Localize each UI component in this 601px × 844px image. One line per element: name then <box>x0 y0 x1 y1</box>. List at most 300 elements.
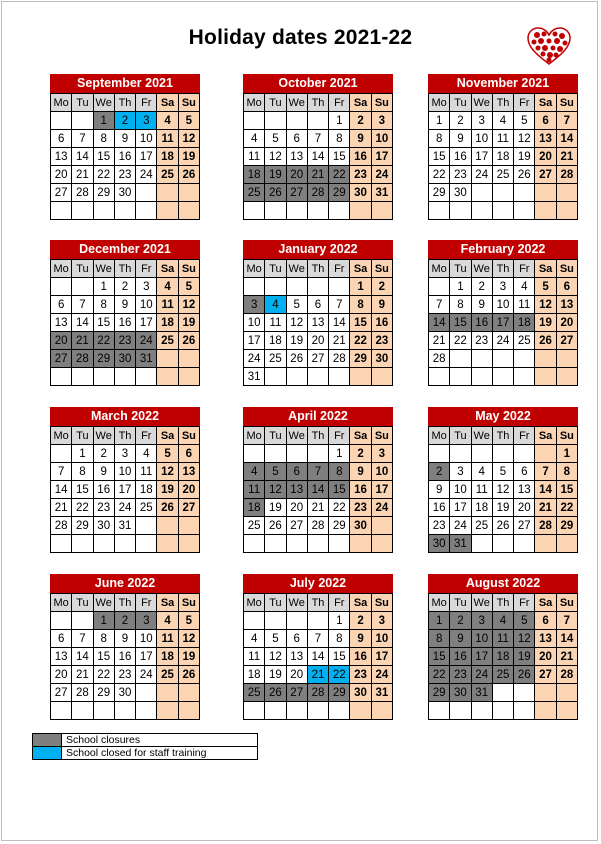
day-header: Su <box>178 427 199 445</box>
day-cell: 16 <box>350 148 371 166</box>
day-header: Tu <box>265 594 286 612</box>
day-cell <box>286 368 307 386</box>
day-header: Su <box>178 94 199 112</box>
day-cell: 6 <box>535 112 556 130</box>
day-cell: 14 <box>307 648 328 666</box>
day-cell <box>244 612 265 630</box>
day-cell <box>429 202 450 220</box>
day-header: Su <box>556 94 577 112</box>
day-cell: 16 <box>114 648 135 666</box>
month-calendar <box>243 240 393 386</box>
week-row <box>429 702 578 720</box>
day-cell <box>157 684 178 702</box>
day-cell: 21 <box>307 499 328 517</box>
day-cell: 29 <box>72 517 93 535</box>
day-header: We <box>286 427 307 445</box>
day-cell: 28 <box>72 184 93 202</box>
day-header-row <box>429 594 578 612</box>
day-cell: 10 <box>450 481 471 499</box>
month-table <box>50 593 200 720</box>
day-header: Su <box>556 427 577 445</box>
day-cell: 26 <box>265 184 286 202</box>
day-header: Mo <box>51 594 72 612</box>
day-cell <box>450 702 471 720</box>
day-cell: 17 <box>371 481 392 499</box>
month-calendar <box>243 574 393 720</box>
week-row <box>429 517 578 535</box>
day-cell <box>514 368 535 386</box>
day-cell: 3 <box>371 612 392 630</box>
day-cell: 24 <box>114 499 135 517</box>
day-cell <box>535 202 556 220</box>
day-cell: 19 <box>535 314 556 332</box>
day-header: We <box>93 260 114 278</box>
day-cell <box>535 535 556 553</box>
day-cell: 9 <box>350 130 371 148</box>
day-cell: 14 <box>429 314 450 332</box>
day-cell <box>72 368 93 386</box>
week-row <box>429 368 578 386</box>
day-cell <box>178 535 199 553</box>
month-table <box>50 426 200 553</box>
day-cell <box>265 112 286 130</box>
month-table <box>50 259 200 386</box>
day-cell <box>535 350 556 368</box>
day-cell: 18 <box>471 499 492 517</box>
week-row <box>244 517 393 535</box>
day-cell <box>471 702 492 720</box>
day-cell: 19 <box>492 499 513 517</box>
day-cell: 7 <box>429 296 450 314</box>
day-cell: 19 <box>265 166 286 184</box>
day-cell: 16 <box>114 314 135 332</box>
month-title: July 2022 <box>243 574 393 593</box>
day-cell: 21 <box>329 332 350 350</box>
day-cell <box>329 535 350 553</box>
legend-row-closures <box>33 734 258 747</box>
week-row <box>429 314 578 332</box>
legend-row-training <box>33 747 258 760</box>
day-header: We <box>286 94 307 112</box>
day-cell: 3 <box>450 463 471 481</box>
day-cell: 3 <box>471 112 492 130</box>
day-cell: 27 <box>51 350 72 368</box>
day-cell: 14 <box>535 481 556 499</box>
day-cell: 5 <box>265 130 286 148</box>
day-cell: 3 <box>136 612 157 630</box>
day-cell: 4 <box>492 612 513 630</box>
day-cell: 2 <box>450 112 471 130</box>
day-cell: 9 <box>429 481 450 499</box>
day-cell <box>307 112 328 130</box>
day-cell: 28 <box>307 184 328 202</box>
day-cell: 7 <box>307 463 328 481</box>
day-cell: 27 <box>556 332 577 350</box>
day-header: Su <box>371 594 392 612</box>
day-cell: 2 <box>114 278 135 296</box>
day-cell: 24 <box>492 332 513 350</box>
month-table <box>243 593 393 720</box>
day-cell: 23 <box>93 499 114 517</box>
day-header: Fr <box>329 427 350 445</box>
week-row <box>51 166 200 184</box>
month-calendar <box>243 74 393 220</box>
day-cell: 8 <box>429 130 450 148</box>
day-header: Fr <box>136 427 157 445</box>
day-cell: 16 <box>450 148 471 166</box>
day-header: Sa <box>157 260 178 278</box>
day-cell: 12 <box>286 314 307 332</box>
week-row <box>429 202 578 220</box>
day-cell: 8 <box>556 463 577 481</box>
week-row <box>51 112 200 130</box>
day-cell: 13 <box>286 648 307 666</box>
day-cell: 28 <box>329 350 350 368</box>
day-cell: 11 <box>136 463 157 481</box>
day-cell <box>471 202 492 220</box>
day-cell: 5 <box>265 630 286 648</box>
day-cell: 30 <box>93 517 114 535</box>
day-cell <box>72 535 93 553</box>
day-cell <box>450 202 471 220</box>
month-calendar <box>428 574 578 720</box>
day-cell: 26 <box>514 166 535 184</box>
day-cell: 12 <box>492 481 513 499</box>
day-cell: 28 <box>307 684 328 702</box>
month-calendar <box>428 407 578 553</box>
week-row <box>51 130 200 148</box>
day-cell: 27 <box>178 499 199 517</box>
day-cell <box>350 202 371 220</box>
day-cell: 21 <box>535 499 556 517</box>
day-cell: 20 <box>286 499 307 517</box>
day-cell: 18 <box>157 314 178 332</box>
day-cell: 15 <box>93 148 114 166</box>
day-cell: 9 <box>371 296 392 314</box>
day-cell: 12 <box>265 648 286 666</box>
day-cell <box>307 612 328 630</box>
day-cell: 22 <box>429 666 450 684</box>
day-cell: 15 <box>93 314 114 332</box>
day-header: Fr <box>514 427 535 445</box>
day-cell: 20 <box>514 499 535 517</box>
day-cell <box>244 278 265 296</box>
day-cell <box>51 702 72 720</box>
day-cell: 24 <box>471 666 492 684</box>
day-header: We <box>471 427 492 445</box>
day-cell: 31 <box>471 684 492 702</box>
day-cell: 23 <box>471 332 492 350</box>
day-header: We <box>93 594 114 612</box>
day-cell: 4 <box>157 112 178 130</box>
day-cell <box>471 184 492 202</box>
day-cell: 27 <box>307 350 328 368</box>
week-row <box>244 202 393 220</box>
day-header: Fr <box>329 94 350 112</box>
week-row <box>429 648 578 666</box>
day-cell: 18 <box>514 314 535 332</box>
day-cell <box>307 445 328 463</box>
day-header: Th <box>307 594 328 612</box>
day-cell <box>72 702 93 720</box>
week-row <box>429 463 578 481</box>
day-cell: 28 <box>556 666 577 684</box>
day-header: We <box>471 94 492 112</box>
day-cell: 22 <box>93 166 114 184</box>
day-header: Sa <box>535 94 556 112</box>
week-row <box>51 684 200 702</box>
day-cell <box>265 702 286 720</box>
day-cell: 12 <box>514 130 535 148</box>
day-cell: 11 <box>244 148 265 166</box>
day-cell: 6 <box>286 630 307 648</box>
day-cell: 15 <box>350 314 371 332</box>
day-header: Fr <box>514 594 535 612</box>
day-cell: 21 <box>72 166 93 184</box>
day-header: Th <box>492 427 513 445</box>
day-cell <box>244 702 265 720</box>
day-cell <box>136 702 157 720</box>
day-cell: 13 <box>514 481 535 499</box>
day-header: Fr <box>136 260 157 278</box>
day-cell: 20 <box>535 148 556 166</box>
day-cell: 3 <box>371 445 392 463</box>
day-cell <box>157 350 178 368</box>
day-cell <box>329 368 350 386</box>
day-cell: 30 <box>114 184 135 202</box>
day-cell: 10 <box>114 463 135 481</box>
day-cell <box>114 702 135 720</box>
day-cell: 4 <box>244 130 265 148</box>
week-row <box>51 148 200 166</box>
month-title: June 2022 <box>50 574 200 593</box>
day-cell <box>535 184 556 202</box>
day-cell <box>371 202 392 220</box>
day-cell <box>350 535 371 553</box>
day-cell: 4 <box>244 630 265 648</box>
day-cell <box>265 535 286 553</box>
month-table <box>50 93 200 220</box>
day-header: Mo <box>51 94 72 112</box>
day-cell: 30 <box>429 535 450 553</box>
day-cell: 8 <box>329 630 350 648</box>
day-cell: 21 <box>556 148 577 166</box>
day-cell: 11 <box>514 296 535 314</box>
day-cell <box>51 112 72 130</box>
day-cell: 25 <box>244 184 265 202</box>
day-cell <box>450 368 471 386</box>
week-row <box>429 184 578 202</box>
day-cell: 6 <box>178 445 199 463</box>
day-header: Mo <box>244 94 265 112</box>
day-cell <box>114 202 135 220</box>
day-cell: 24 <box>136 666 157 684</box>
day-cell: 26 <box>178 666 199 684</box>
day-cell <box>244 202 265 220</box>
day-cell <box>514 184 535 202</box>
day-cell <box>429 702 450 720</box>
week-row <box>51 202 200 220</box>
day-cell: 13 <box>178 463 199 481</box>
day-cell <box>307 535 328 553</box>
day-cell: 26 <box>157 499 178 517</box>
day-cell: 12 <box>265 481 286 499</box>
week-row <box>244 648 393 666</box>
day-cell: 8 <box>450 296 471 314</box>
day-cell <box>114 535 135 553</box>
day-cell <box>350 702 371 720</box>
week-row <box>244 332 393 350</box>
month-title: February 2022 <box>428 240 578 259</box>
day-cell <box>556 202 577 220</box>
day-cell: 24 <box>136 166 157 184</box>
day-cell: 26 <box>492 517 513 535</box>
day-cell: 13 <box>286 481 307 499</box>
day-cell <box>307 368 328 386</box>
day-cell: 27 <box>535 166 556 184</box>
day-cell: 21 <box>556 648 577 666</box>
day-cell: 14 <box>307 481 328 499</box>
day-cell: 9 <box>114 130 135 148</box>
month-calendar <box>243 407 393 553</box>
day-header: Th <box>492 260 513 278</box>
month-calendar <box>50 240 200 386</box>
day-cell: 6 <box>51 630 72 648</box>
day-header: Su <box>556 260 577 278</box>
day-cell: 14 <box>51 481 72 499</box>
day-header: Tu <box>450 594 471 612</box>
month-calendar <box>428 74 578 220</box>
day-header: Mo <box>429 427 450 445</box>
week-row <box>244 296 393 314</box>
day-cell: 25 <box>157 332 178 350</box>
day-cell: 4 <box>136 445 157 463</box>
day-cell: 24 <box>371 499 392 517</box>
day-header: Th <box>307 427 328 445</box>
day-cell: 16 <box>350 648 371 666</box>
day-header: Mo <box>244 594 265 612</box>
day-cell <box>157 202 178 220</box>
day-cell <box>371 702 392 720</box>
day-cell: 29 <box>329 517 350 535</box>
day-cell: 16 <box>93 481 114 499</box>
day-cell: 4 <box>157 612 178 630</box>
day-header: Mo <box>51 427 72 445</box>
day-cell: 30 <box>350 184 371 202</box>
day-cell <box>178 517 199 535</box>
day-cell: 17 <box>471 648 492 666</box>
day-cell: 7 <box>72 130 93 148</box>
day-cell: 11 <box>492 130 513 148</box>
day-cell: 21 <box>307 666 328 684</box>
day-cell: 27 <box>286 184 307 202</box>
week-row <box>244 612 393 630</box>
day-cell <box>51 202 72 220</box>
day-cell: 1 <box>93 612 114 630</box>
week-row <box>429 130 578 148</box>
day-cell: 10 <box>371 463 392 481</box>
day-cell: 19 <box>265 666 286 684</box>
day-cell <box>265 445 286 463</box>
day-cell: 5 <box>492 463 513 481</box>
day-cell <box>178 202 199 220</box>
day-cell <box>286 702 307 720</box>
day-cell: 6 <box>51 130 72 148</box>
day-cell: 26 <box>265 517 286 535</box>
week-row <box>244 702 393 720</box>
day-cell: 12 <box>157 463 178 481</box>
week-row <box>51 278 200 296</box>
day-header-row <box>429 94 578 112</box>
day-cell: 30 <box>350 684 371 702</box>
day-cell: 3 <box>471 612 492 630</box>
day-cell: 21 <box>429 332 450 350</box>
day-cell: 19 <box>514 648 535 666</box>
day-cell: 15 <box>329 148 350 166</box>
week-row <box>51 314 200 332</box>
day-header: Th <box>307 260 328 278</box>
day-cell <box>556 702 577 720</box>
day-cell <box>514 445 535 463</box>
day-cell: 9 <box>350 630 371 648</box>
day-cell: 9 <box>450 130 471 148</box>
day-header: Sa <box>350 427 371 445</box>
day-cell: 19 <box>286 332 307 350</box>
day-cell: 5 <box>514 612 535 630</box>
day-cell <box>286 535 307 553</box>
day-cell: 12 <box>514 630 535 648</box>
day-cell <box>514 202 535 220</box>
day-cell: 17 <box>136 314 157 332</box>
day-cell: 22 <box>93 666 114 684</box>
day-cell: 27 <box>286 517 307 535</box>
day-cell: 25 <box>244 517 265 535</box>
day-cell <box>329 202 350 220</box>
day-cell: 19 <box>265 499 286 517</box>
day-cell: 4 <box>265 296 286 314</box>
day-cell: 2 <box>350 612 371 630</box>
day-cell: 3 <box>136 112 157 130</box>
day-cell: 14 <box>72 648 93 666</box>
day-cell: 24 <box>136 332 157 350</box>
day-cell: 25 <box>157 166 178 184</box>
day-cell <box>51 445 72 463</box>
day-cell <box>492 445 513 463</box>
day-header: Th <box>492 94 513 112</box>
day-cell <box>72 202 93 220</box>
day-cell <box>93 702 114 720</box>
day-cell: 14 <box>329 314 350 332</box>
day-cell <box>178 350 199 368</box>
day-cell: 8 <box>329 130 350 148</box>
day-header: Su <box>556 594 577 612</box>
day-cell <box>51 368 72 386</box>
week-row <box>244 314 393 332</box>
week-row <box>51 499 200 517</box>
day-cell: 20 <box>51 666 72 684</box>
day-header: Fr <box>329 260 350 278</box>
day-cell <box>286 278 307 296</box>
month-title: January 2022 <box>243 240 393 259</box>
week-row <box>429 445 578 463</box>
day-cell <box>492 184 513 202</box>
day-cell: 6 <box>51 296 72 314</box>
day-cell: 4 <box>157 278 178 296</box>
day-cell <box>178 702 199 720</box>
day-cell: 23 <box>114 666 135 684</box>
day-cell: 9 <box>450 630 471 648</box>
month-table <box>243 426 393 553</box>
